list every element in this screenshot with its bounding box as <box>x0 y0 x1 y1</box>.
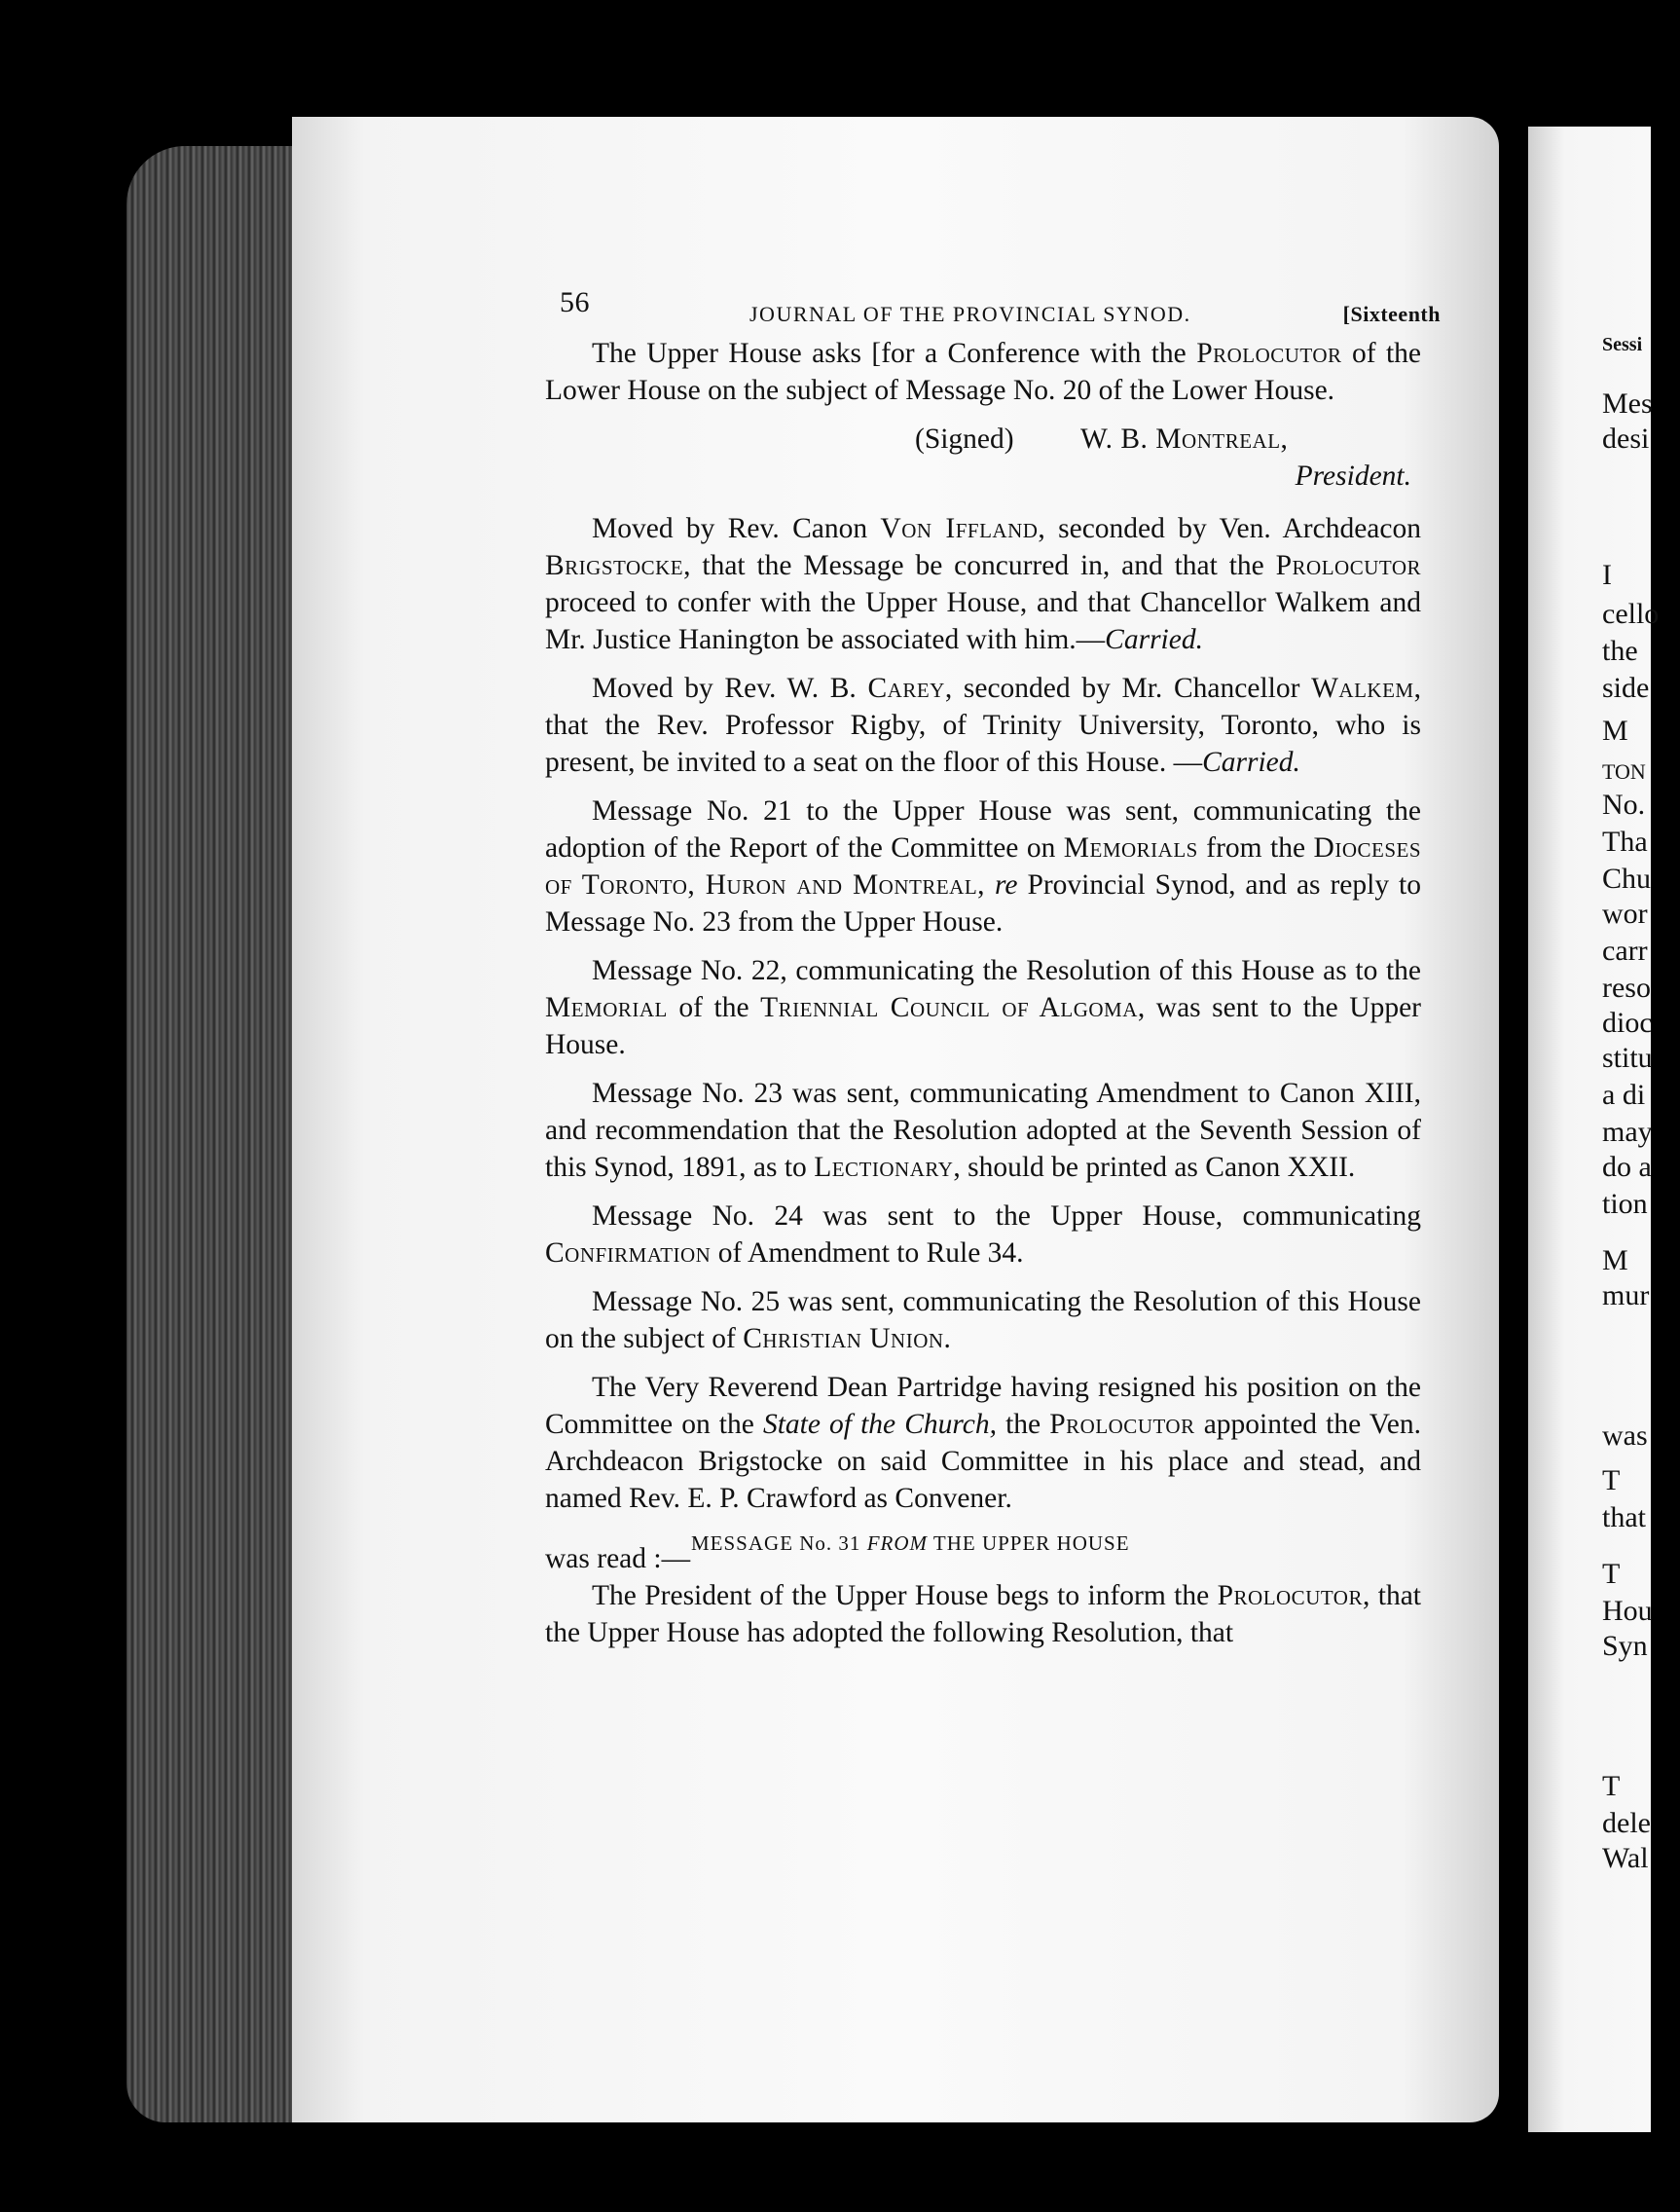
paragraph-message-21: Message No. 21 to the Upper House was sent, communicating the adoption of the Report of the Committee on Memorials from the Dioceses of Toronto, Huron and Montreal, re Provincial Synod, and as reply to Message No. 23 from the Upper House. <box>545 795 1421 938</box>
paragraph-motion-von-iffland: Moved by Rev. Canon Von Iffland, seconded by Ven. Archdeacon Brigstocke, that the Message be concurred in, and that the Prolocutor proceed to confer with the Upper House, and that Chancellor Walkem and Mr. Justice Hanington be associated with him.—Carried. <box>545 513 1421 655</box>
signed-label: (Signed) <box>915 424 1014 455</box>
next-page-fragment: M <box>1602 1244 1628 1276</box>
next-page-fragment: desi <box>1602 423 1650 455</box>
journal-title: JOURNAL OF THE PROVINCIAL SYNOD. <box>749 302 1191 326</box>
next-page-fragment: TON <box>1602 759 1646 784</box>
next-page-fragment: Hou <box>1602 1595 1653 1627</box>
paragraph-message-25: Message No. 25 was sent, communicating the Resolution of this House on the subject of Christian Union. <box>545 1286 1421 1354</box>
section-heading: MESSAGE No. 31 FROM THE UPPER HOUSE <box>691 1531 1130 1555</box>
paragraph-message-22: Message No. 22, communicating the Resolution of this House as to the Memorial of the Triennial Council of Algoma, was sent to the Upper House. <box>545 955 1421 1060</box>
next-page-fragment: wor <box>1602 898 1648 930</box>
next-page-fragment: was <box>1602 1419 1648 1452</box>
next-page-fragment: tion <box>1602 1188 1648 1220</box>
next-page-fragment: Sessi <box>1602 334 1643 355</box>
next-page-fragment: T <box>1602 1464 1621 1496</box>
next-page-fragment: Chu <box>1602 863 1652 895</box>
next-page-fragment: dioc <box>1602 1007 1653 1039</box>
session-label: [Sixteenth <box>1342 302 1441 326</box>
paragraph-conference-request: The Upper House asks [for a Conference with the Prolocutor of the Lower House on the subject of Message No. 20 of the Lower House. <box>545 338 1421 406</box>
next-page-fragment: Wal <box>1602 1842 1649 1874</box>
next-page-fragment: carr <box>1602 935 1648 967</box>
paragraph-message-24: Message No. 24 was sent to the Upper House, communicating Confirmation of Amendment to Rule 34. <box>545 1200 1421 1269</box>
message-31-heading <box>545 1529 1421 1574</box>
next-page-fragment: Syn <box>1602 1630 1648 1662</box>
signatory-name: W. B. Montreal, <box>1080 424 1289 455</box>
right-page-fragment <box>1528 127 1660 2132</box>
next-page-fragment: Tha <box>1602 826 1648 858</box>
signatory-title: President. <box>1295 461 1411 492</box>
book-page-edges <box>127 146 311 2122</box>
page-number: 56 <box>560 286 590 318</box>
was-read-label: was read :— <box>545 1543 691 1574</box>
next-page-fragment: that <box>1602 1501 1646 1533</box>
paragraph-motion-carey: Moved by Rev. W. B. Carey, seconded by Mr. Chancellor Walkem, that the Rev. Professor Rigby, of Trinity University, Toronto, who is present, be invited to a seat on the floor of this House. —Carried. <box>545 673 1421 778</box>
next-page-fragment: T <box>1602 1558 1621 1590</box>
running-head <box>545 286 1441 335</box>
page-text <box>545 286 1441 1663</box>
paragraph-committee-appointment: The Very Reverend Dean Partridge having resigned his position on the Committee on the State of the Church, the Prolocutor appointed the Ven. Archdeacon Brigstocke on said Committee in his place and stead, and named Rev. E. P. Crawford as Convener. <box>545 1372 1421 1514</box>
paragraph-message-23: Message No. 23 was sent, communicating Amendment to Canon XIII, and recommendation that the Resolution adopted at the Seventh Session of this Synod, 1891, as to Lectionary, should be printed as Canon XXII. <box>545 1078 1421 1183</box>
next-page-fragment: mur <box>1602 1279 1650 1311</box>
next-page-fragment: cello <box>1602 598 1660 630</box>
next-page-fragment: stitu <box>1602 1042 1653 1074</box>
signature-line <box>545 421 1421 458</box>
next-page-fragment: I <box>1602 559 1612 591</box>
book-gutter <box>1499 107 1528 2132</box>
next-page-fragment: dele <box>1602 1807 1651 1839</box>
next-page-fragment: may <box>1602 1116 1653 1148</box>
next-page-fragment: No. <box>1602 789 1646 821</box>
next-page-fragment: reso <box>1602 972 1651 1004</box>
next-page-fragment: a di <box>1602 1079 1646 1111</box>
paragraph-president-message: The President of the Upper House begs to inform the Prolocutor, that the Upper House has adopted the following Resolution, that <box>545 1580 1421 1648</box>
next-page-fragment: side <box>1602 672 1650 704</box>
next-page-fragment: M <box>1602 715 1628 747</box>
next-page-fragment: do a <box>1602 1151 1652 1183</box>
next-page-fragment: the <box>1602 635 1638 667</box>
next-page-fragment: Mes <box>1602 387 1653 420</box>
next-page-fragment: T <box>1602 1770 1621 1802</box>
